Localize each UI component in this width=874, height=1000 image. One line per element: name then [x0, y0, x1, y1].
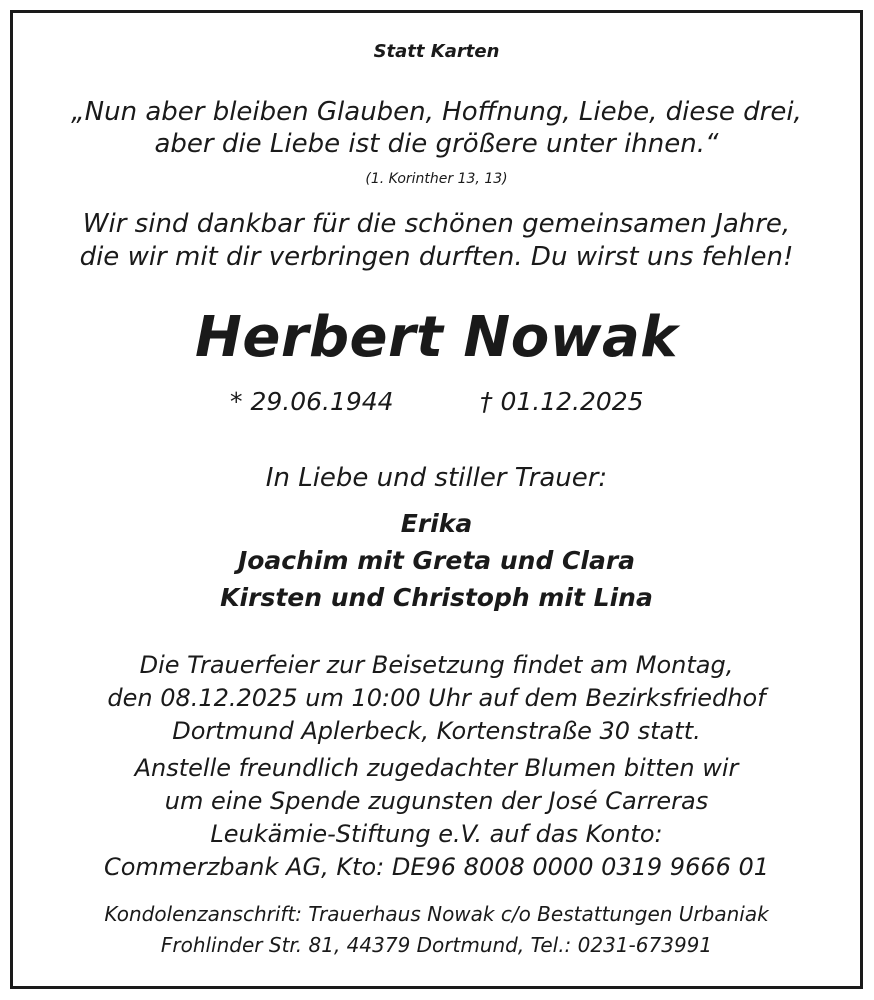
- quote-line-2: aber die Liebe ist die größere unter ihnen.“: [154, 129, 719, 159]
- mourning-intro: In Liebe und stiller Trauer:: [265, 463, 608, 493]
- gratitude-line-2: die wir mit dir verbringen durften. Du wirst uns fehlen!: [79, 242, 794, 272]
- ceremony-line: Dortmund Aplerbeck, Kortenstraße 30 statt.: [172, 717, 701, 745]
- deceased-name: Herbert Nowak: [194, 305, 679, 370]
- obituary-notice: [10, 10, 863, 989]
- quote-reference: (1. Korinther 13, 13): [365, 171, 508, 187]
- header-text: Statt Karten: [373, 41, 500, 62]
- quote-line-1: „Nun aber bleiben Glauben, Hoffnung, Liebe, diese drei,: [71, 97, 802, 127]
- family-member: Kirsten und Christoph mit Lina: [220, 583, 653, 612]
- condolence-line: Frohlinder Str. 81, 44379 Dortmund, Tel.: 0231-673991: [160, 933, 713, 957]
- condolence-line: Kondolenzanschrift: Trauerhaus Nowak c/o Bestattungen Urbaniak: [104, 902, 769, 926]
- donation-line: Leukämie-Stiftung e.V. auf das Konto:: [210, 820, 663, 848]
- ceremony-line: den 08.12.2025 um 10:00 Uhr auf dem Bezirksfriedhof: [107, 684, 766, 712]
- family-member: Erika: [400, 509, 473, 538]
- gratitude-line-1: Wir sind dankbar für die schönen gemeinsamen Jahre,: [82, 209, 791, 239]
- ceremony-line: Die Trauerfeier zur Beisetzung findet am Montag,: [139, 651, 734, 679]
- birth-date: * 29.06.1944: [230, 387, 394, 416]
- donation-line: Anstelle freundlich zugedachter Blumen bitten wir: [134, 754, 739, 782]
- donation-line: Commerzbank AG, Kto: DE96 8008 0000 0319 9666 01: [103, 853, 770, 881]
- donation-line: um eine Spende zugunsten der José Carreras: [164, 787, 709, 815]
- family-member: Joachim mit Greta und Clara: [237, 546, 636, 575]
- death-date: † 01.12.2025: [480, 387, 644, 416]
